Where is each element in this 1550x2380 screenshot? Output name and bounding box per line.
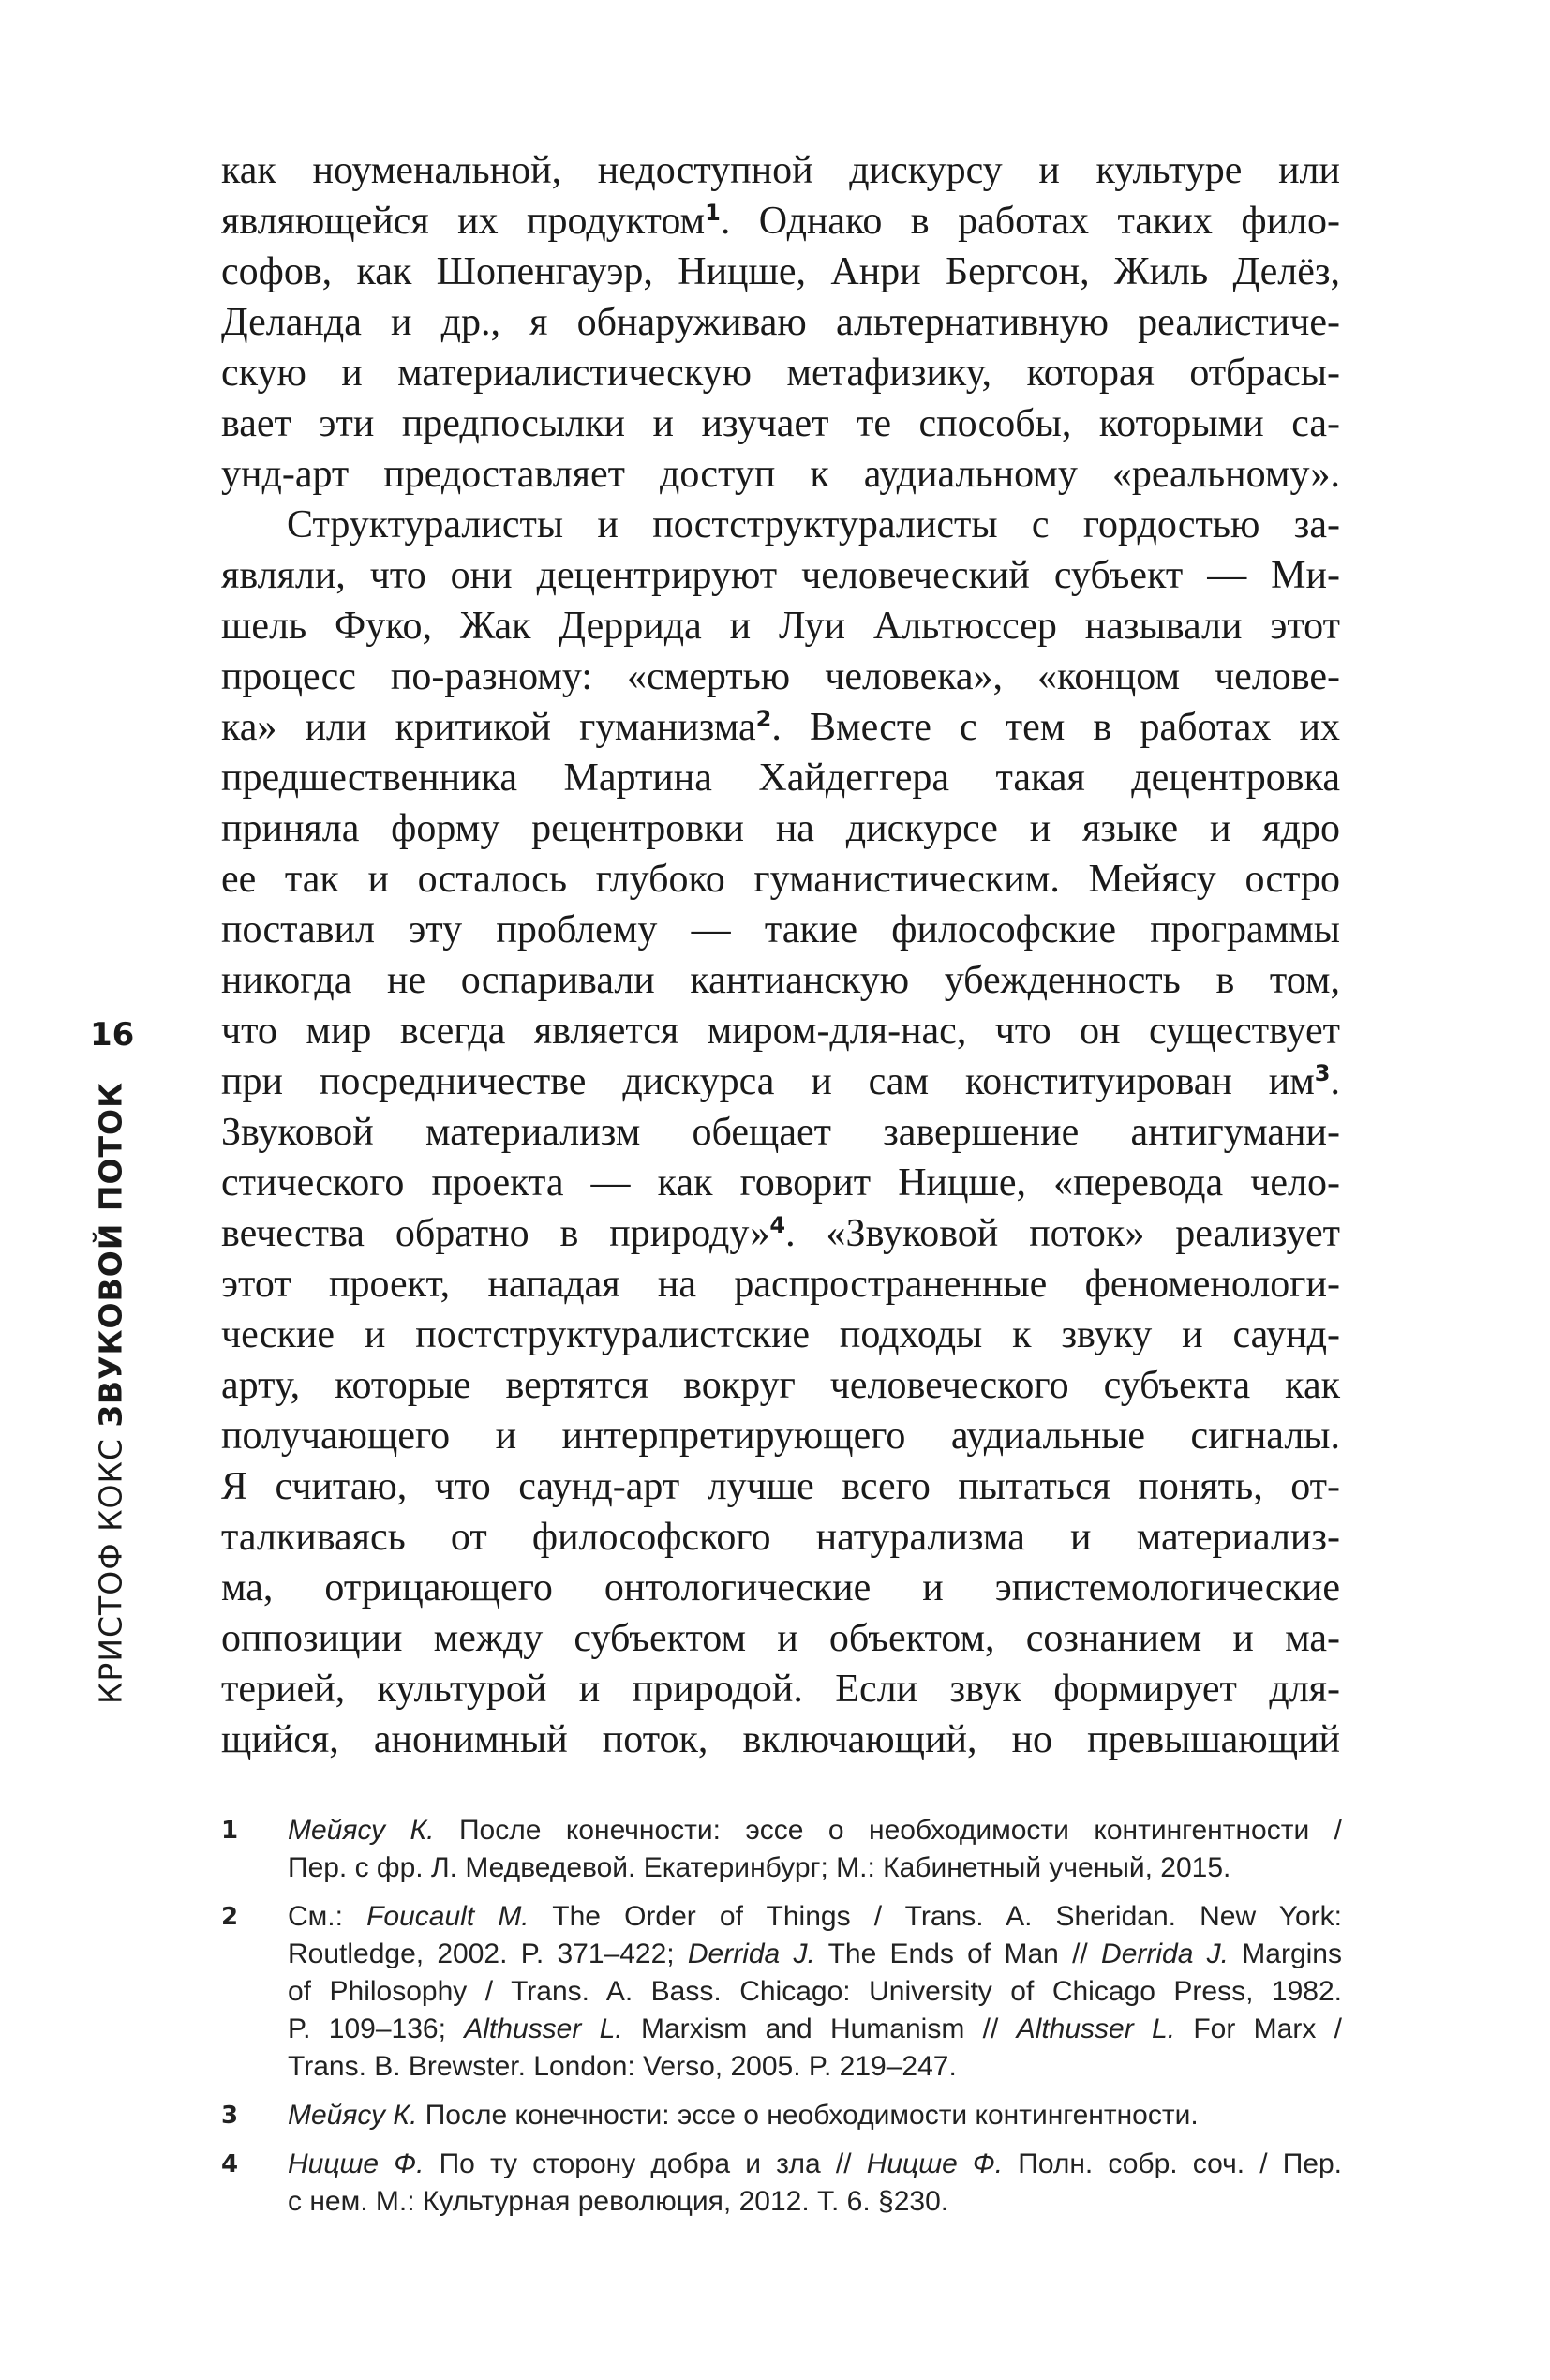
body-line (221, 1461, 1340, 1512)
body-line (221, 905, 1340, 955)
footnote-ref: 3 (1314, 1060, 1331, 1086)
footnote-line (288, 1898, 1342, 1936)
line-text: вечества обратно в природу» (221, 1212, 770, 1255)
footnote-text: Marxism and Humanism // (622, 2013, 1017, 2044)
footnote-text: После конечности: эссе о необходимости контингентности / (434, 1815, 1342, 1846)
body-line (221, 1563, 1340, 1613)
line-text: Я считаю, что саунд-арт лучше всего пытаться понять, от- (221, 1465, 1340, 1508)
footnote-text: P. 109–136; (288, 2013, 465, 2044)
line-text: являющейся их продуктом (221, 200, 706, 243)
line-text: софов, как Шопенгауэр, Ницше, Анри Бергсон, Жиль Делёз, (221, 250, 1340, 293)
body-line (221, 601, 1340, 651)
footnote-text: По ту сторону добра и зла // (424, 2148, 867, 2179)
body-line (221, 803, 1340, 854)
line-text: этот проект, нападая на распространенные феноменологи- (221, 1263, 1340, 1306)
page-number: 16 (90, 1016, 135, 1054)
body-line (221, 1158, 1340, 1208)
line-text: ее так и осталось глубоко гуманистическим. Мейясу остро (221, 858, 1340, 901)
line-text: талкиваясь от философского натурализма и материализ- (221, 1516, 1340, 1559)
line-text: Структуралисты и постструктуралисты с гордостью за- (287, 503, 1340, 546)
body-line (221, 196, 1340, 247)
footnote-text: См.: (288, 1901, 367, 1932)
body-line (221, 1208, 1340, 1259)
body-text (221, 145, 1340, 1765)
body-line (221, 500, 1340, 550)
line-text: ческие и постструктуралистские подходы к звуку и саунд- (221, 1313, 1340, 1356)
footnote-line (288, 2097, 1342, 2134)
footnote-line (288, 2048, 1342, 2086)
body-line (221, 854, 1340, 905)
line-text: ма, отрицающего онтологические и эпистемологические (221, 1566, 1340, 1609)
body-line (221, 398, 1340, 449)
footnote-text: Полн. собр. соч. / Пер. (1003, 2148, 1342, 2179)
footnote-number: 2 (221, 1903, 239, 1931)
line-text: как ноуменальной, недоступной дискурсу и культуре или (221, 149, 1340, 192)
line-text: . «Звуковой поток» реализует (785, 1212, 1340, 1255)
footnote-author: Foucault M. (366, 1901, 529, 1932)
footnote-line (288, 2183, 1342, 2221)
footnote-line (288, 2146, 1342, 2183)
line-text: Деланда и др., я обнаруживаю альтернативную реалистиче- (221, 301, 1340, 344)
body-line (221, 702, 1340, 753)
line-text: предшественника Мартина Хайдеггера такая децентровка (221, 756, 1340, 800)
footnote-line (288, 2011, 1342, 2048)
line-text: унд-арт предоставляет доступ к аудиальному «реальному». (221, 453, 1340, 496)
footnote-text: The Order of Things / Trans. A. Sheridan. New York: (529, 1901, 1342, 1932)
running-head-author: КРИСТОФ КОКС (92, 1438, 129, 1704)
running-head (93, 1082, 129, 1704)
footnote-ref: 2 (755, 706, 772, 732)
footnote-line (288, 1973, 1342, 2011)
body-line (221, 1613, 1340, 1664)
line-text: приняла форму рецентровки на дискурсе и языке и ядро (221, 807, 1340, 850)
footnote (221, 1812, 1342, 1887)
line-text: при посредничестве дискурса и сам конституирован им (221, 1060, 1315, 1103)
line-text: ка» или критикой гуманизма (221, 706, 756, 749)
body-line (221, 1664, 1340, 1714)
body-line (221, 651, 1340, 702)
footnote-ref: 4 (769, 1212, 786, 1238)
footnote-line (288, 1812, 1342, 1849)
body-line (221, 1006, 1340, 1056)
footnote (221, 2146, 1342, 2221)
footnote-text: The Ends of Man // (814, 1938, 1102, 1969)
line-text: процесс по-разному: «смертью человека», «концом челове- (221, 655, 1340, 698)
body-line (221, 145, 1340, 196)
footnote-number: 1 (221, 1817, 239, 1845)
line-text: щийся, анонимный поток, включающий, но превышающий (221, 1718, 1340, 1761)
line-text: что мир всегда является миром-для-нас, что он существует (221, 1010, 1340, 1053)
footnote-number: 4 (221, 2150, 239, 2178)
footnote-author: Ницше Ф. (288, 2148, 425, 2179)
footnotes (221, 1812, 1342, 2232)
body-line (221, 247, 1340, 297)
footnote-text: Margins (1229, 1938, 1342, 1969)
footnote (221, 2097, 1342, 2134)
line-text: оппозиции между субъектом и объектом, сознанием и ма- (221, 1617, 1340, 1660)
line-text: . (1330, 1060, 1340, 1103)
body-line (221, 1411, 1340, 1461)
footnote-author: Althusser L. (464, 2013, 623, 2044)
line-text: стического проекта — как говорит Ницше, «перевода чело- (221, 1161, 1340, 1205)
line-text: являли, что они децентрируют человеческий субъект — Ми- (221, 554, 1340, 597)
body-line (221, 1512, 1340, 1563)
footnote-text: с нем. М.: Культурная революция, 2012. Т. 6. §230. (288, 2186, 949, 2217)
line-text: вает эти предпосылки и изучает те способы, которыми са- (221, 402, 1340, 445)
body-line (221, 955, 1340, 1006)
body-line (221, 1360, 1340, 1411)
footnote (221, 1898, 1342, 2086)
line-text: Звуковой материализм обещает завершение антигумани- (221, 1111, 1340, 1154)
line-text: шель Фуко, Жак Деррида и Луи Альтюссер называли этот (221, 605, 1340, 648)
line-text: арту, которые вертятся вокруг человеческого субъекта как (221, 1364, 1340, 1407)
footnote-author: Althusser L. (1016, 2013, 1176, 2044)
footnote-ref: 1 (705, 200, 721, 226)
body-line (221, 297, 1340, 348)
footnote-text: Routledge, 2002. P. 371–422; (288, 1938, 688, 1969)
body-line (221, 550, 1340, 601)
line-text: терией, культурой и природой. Если звук формирует для- (221, 1668, 1340, 1711)
footnote-text: of Philosophy / Trans. A. Bass. Chicago: University of Chicago Press, 1982. (288, 1976, 1342, 2007)
line-text: никогда не оспаривали кантианскую убежденность в том, (221, 959, 1340, 1002)
footnote-number: 3 (221, 2102, 239, 2130)
footnote-author: Ницше Ф. (866, 2148, 1004, 2179)
body-line (221, 348, 1340, 398)
footnote-text: После конечности: эссе о необходимости контингентности. (417, 2100, 1199, 2131)
body-line (221, 1310, 1340, 1360)
footnote-author: Derrida J. (687, 1938, 815, 1969)
body-line (221, 449, 1340, 500)
line-text: . Вместе с тем в работах их (771, 706, 1341, 749)
body-line (221, 1259, 1340, 1310)
footnote-text: Trans. B. Brewster. London: Verso, 2005. P. 219–247. (288, 2051, 957, 2082)
running-head-title: ЗВУКОВОЙ ПОТОК (92, 1081, 129, 1428)
body-line (221, 1714, 1340, 1765)
line-text: поставил эту проблему — такие философские программы (221, 908, 1340, 951)
footnote-text: Пер. с фр. Л. Медведевой. Екатеринбург; М.: Кабинетный ученый, 2015. (288, 1852, 1231, 1883)
footnote-line (288, 1849, 1342, 1887)
line-text: получающего и интерпретирующего аудиальные сигналы. (221, 1415, 1340, 1458)
body-line (221, 753, 1340, 803)
body-line (221, 1056, 1340, 1107)
footnote-line (288, 1936, 1342, 1973)
footnote-author: Мейясу К. (288, 2100, 418, 2131)
footnote-text: For Marx / (1175, 2013, 1342, 2044)
footnote-author: Derrida J. (1101, 1938, 1230, 1969)
line-text: скую и материалистическую метафизику, которая отбрасы- (221, 352, 1340, 395)
line-text: . Однако в работах таких фило- (720, 200, 1340, 243)
body-line (221, 1107, 1340, 1158)
footnote-author: Мейясу К. (288, 1815, 435, 1846)
